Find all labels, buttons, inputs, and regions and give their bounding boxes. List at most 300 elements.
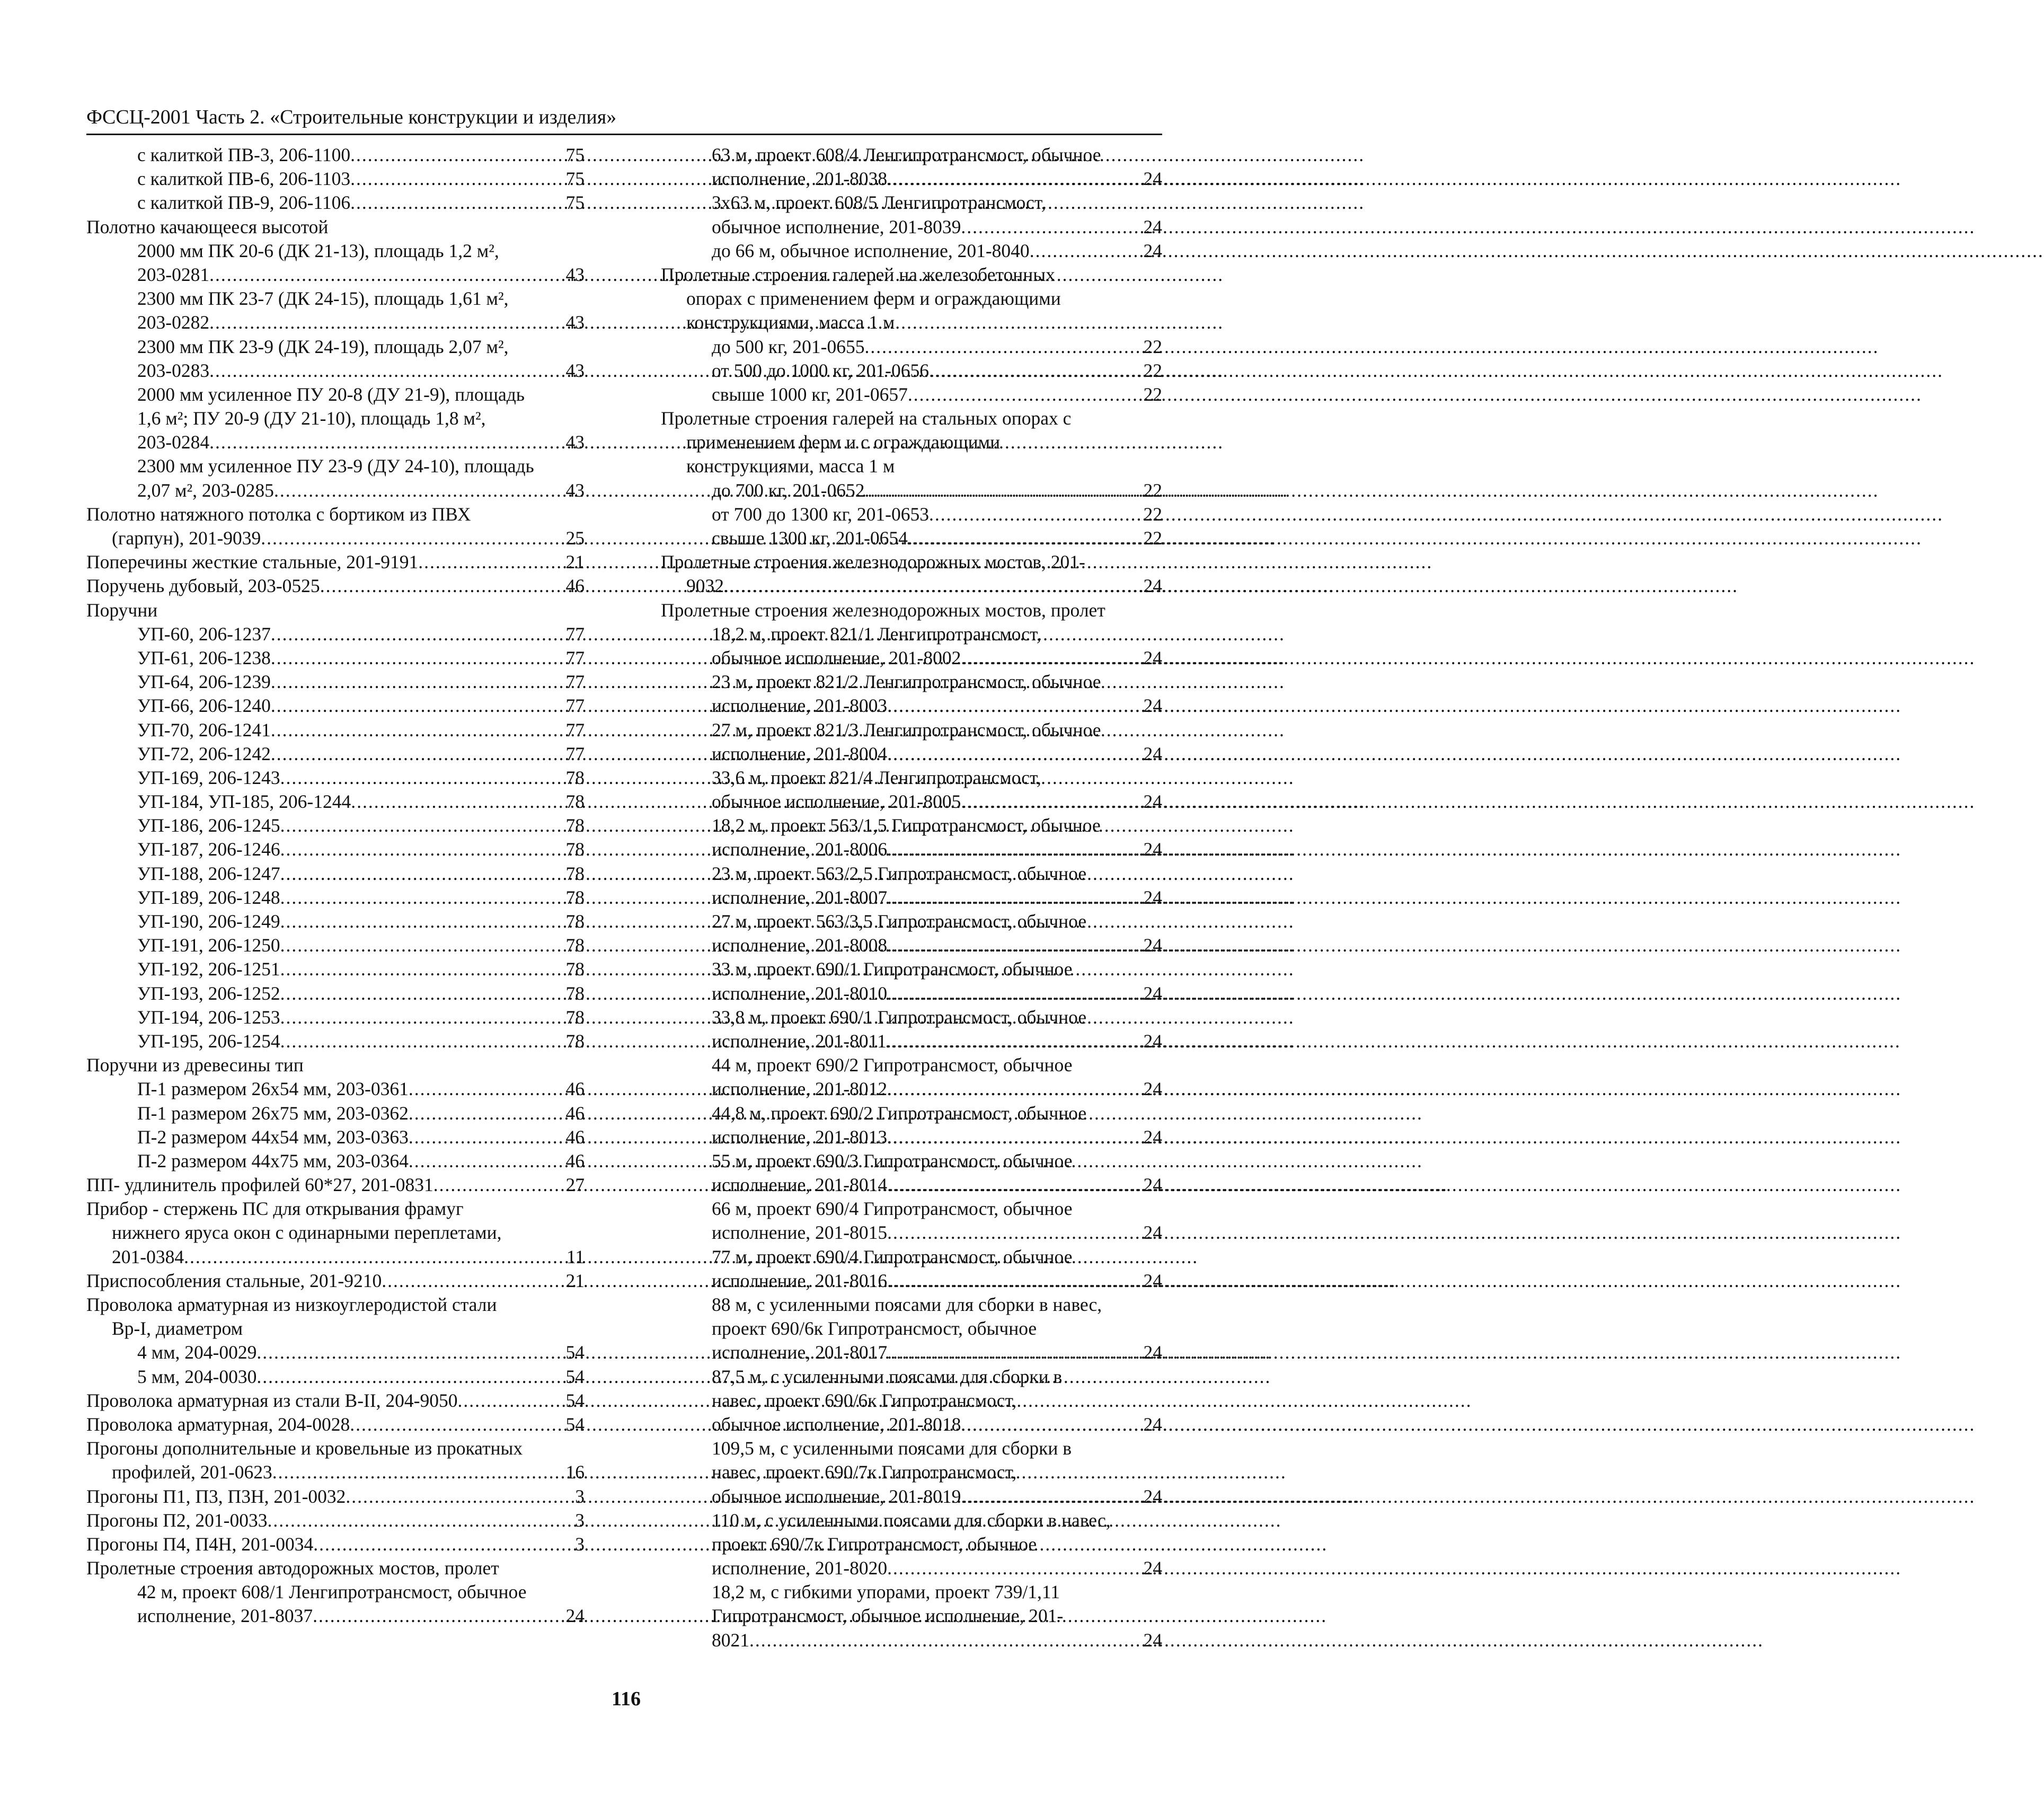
entry-text: 203-0284 [137,431,210,453]
entry-page-number: 11 [566,1246,585,1267]
dot-leader [887,1029,1143,1053]
entry-page-number: 16 [565,1461,585,1483]
entry-text: 88 м, с усиленными поясами для сборки в навес, [712,1294,1102,1315]
entry-text: П-1 размером 26х75 мм, 203-0362 [137,1102,409,1124]
dot-leader [458,1389,565,1413]
index-entry [661,1485,1162,1509]
dot-leader [313,1604,564,1628]
index-entry [86,1245,585,1269]
entry-text: исполнение, 201-8004 [712,743,888,764]
dot-leader [271,622,565,646]
index-entry [86,1460,585,1484]
entry-text: исполнение, 201-8008 [712,935,888,956]
entry-page-number: 24 [1143,168,1162,190]
index-entry [661,766,1162,790]
index-entry [661,1029,1162,1053]
entry-text: свыше 1000 кг, 201-0657 [712,383,908,405]
entry-page-number: 78 [565,886,585,908]
dot-leader [887,886,1142,910]
index-entry [86,1604,585,1628]
index-entry [661,1197,1162,1221]
index-entry [661,1341,1162,1364]
entry-text: Поручни из древесины тип [86,1054,304,1076]
index-entry [661,454,1162,478]
index-entry [86,1173,585,1197]
entry-page-number: 54 [565,1342,585,1363]
index-column-right [661,143,1162,1652]
index-entry [86,311,585,334]
entry-text: исполнение, 201-8006 [712,839,888,860]
index-entry [86,1365,585,1389]
dot-leader [350,1413,564,1437]
entry-text: 77 м, проект 690/4 Гипротрансмост, обычное [712,1246,1073,1267]
entry-page-number: 77 [565,647,585,668]
index-entry [86,454,585,478]
index-entry [661,1125,1162,1149]
dot-leader [350,143,564,167]
entry-text: Поперечины жесткие стальные, 201-9191 [86,551,419,573]
index-entry [86,670,585,694]
index-entry [86,1509,585,1532]
dot-leader [929,359,1143,383]
index-entry [661,982,1162,1006]
entry-text: УП-190, 206-1249 [137,911,280,932]
dot-leader [280,766,565,790]
dot-leader [887,1269,1142,1293]
dot-leader [887,1341,1142,1364]
index-entry [86,1125,585,1149]
dot-leader [961,1413,1142,1437]
entry-text: проект 690/7к Гипротрансмост, обычное [712,1533,1037,1555]
entry-page-number: 54 [565,1389,585,1411]
entry-page-number: 46 [565,1078,585,1100]
entry-page-number: 24 [1143,1342,1162,1363]
dot-leader [887,933,1142,957]
entry-page-number: 22 [1143,383,1162,405]
dot-leader [887,742,1142,766]
dot-leader [351,790,564,814]
entry-text: УП-193, 206-1252 [137,982,280,1004]
entry-text: конструкциями, масса 1 м [686,312,895,333]
dot-leader [887,1077,1142,1101]
index-entry [86,1102,585,1125]
entry-text: П-2 размером 44х75 мм, 203-0364 [137,1150,409,1171]
dot-leader [749,1628,1143,1652]
dot-leader [382,1269,564,1293]
entry-text: Прибор - стержень ПС для открывания фрамуг [86,1198,464,1220]
index-entry [86,1221,585,1245]
index-entry [661,550,1162,574]
entry-text: исполнение, 201-8037 [137,1605,313,1627]
dot-leader [271,718,565,742]
index-entry [86,574,585,598]
entry-page-number: 24 [1143,1126,1162,1148]
index-entry [86,1293,585,1317]
entry-text: навес, проект 690/7к Гипротрансмост, [712,1461,1017,1483]
entry-text: обычное исполнение, 201-8039 [712,216,961,237]
entry-text: навес, проект 690/6к Гипротрансмост, [712,1389,1017,1411]
index-entry [86,263,585,287]
entry-text: Проволока арматурная из низкоуглеродистой стали [86,1294,497,1315]
index-column-left [86,143,585,1628]
index-entry [661,167,1162,191]
entry-text: 2300 мм ПК 23-7 (ДК 24-15), площадь 1,61 м², [137,288,509,310]
entry-text: 109,5 м, с усиленными поясами для сборки в [712,1438,1072,1459]
index-entry [661,574,1162,598]
index-entry [86,1077,585,1101]
index-entry [86,383,585,407]
dot-leader [346,1485,574,1509]
index-entry [661,1317,1162,1341]
index-entry [661,1460,1162,1484]
index-entry [661,383,1162,407]
index-entry [661,287,1162,311]
entry-text: применением ферм и с ограждающими [686,431,1001,453]
index-entry [86,167,585,191]
entry-page-number: 75 [565,144,585,165]
index-entry [661,1532,1162,1556]
dot-leader [961,1485,1142,1509]
entry-text: УП-184, УП-185, 206-1244 [137,791,351,813]
entry-text: 66 м, проект 690/4 Гипротрансмост, обычное [712,1198,1073,1220]
entry-text: УП-70, 206-1241 [137,719,271,741]
dot-leader [887,982,1142,1006]
entry-page-number: 24 [1143,216,1162,237]
entry-page-number: 24 [1143,1030,1162,1052]
entry-text: УП-195, 206-1254 [137,1030,280,1052]
index-entry [86,1413,585,1437]
index-entry [661,526,1162,550]
index-entry [661,646,1162,670]
entry-text: конструкциями, масса 1 м [686,455,895,477]
index-entry [86,646,585,670]
dot-leader [929,503,1143,526]
entry-text: УП-169, 206-1243 [137,766,280,788]
index-entry [86,933,585,957]
entry-text: от 500 до 1000 кг, 201-0656 [712,359,929,381]
index-entry [86,1341,585,1364]
entry-text: Проволока арматурная из стали В-II, 204-9050 [86,1389,458,1411]
entry-text: УП-61, 206-1238 [137,647,271,668]
entry-page-number: 24 [1143,1078,1162,1100]
index-entry [661,143,1162,167]
entry-text: 27 м, проект 563/3,5 Гипротрансмост, обычное [712,911,1087,932]
dot-leader [184,1245,565,1269]
entry-text: исполнение, 201-8038 [712,168,888,190]
entry-text: П-1 размером 26х54 мм, 203-0361 [137,1078,409,1100]
dot-leader [280,982,565,1006]
index-entry [86,838,585,861]
index-entry [661,910,1162,933]
entry-page-number: 22 [1143,503,1162,525]
dot-leader [887,167,1142,191]
index-entry [86,479,585,503]
entry-text: Пролетные строения железнодорожных мостов, 201- [661,551,1085,573]
entry-text: исполнение, 201-8013 [712,1126,888,1148]
entry-page-number: 24 [1143,935,1162,956]
entry-text: Прогоны дополнительные и кровельные из прокатных [86,1438,523,1459]
index-entry [86,359,585,383]
entry-text: 2300 мм усиленное ПУ 23-9 (ДУ 24-10), площадь [137,455,534,477]
index-entry [661,191,1162,215]
entry-text: 44 м, проект 690/2 Гипротрансмост, обычное [712,1054,1073,1076]
index-entry [661,215,1162,239]
entry-text: УП-192, 206-1251 [137,958,280,980]
entry-page-number: 24 [1143,1413,1162,1435]
entry-page-number: 46 [565,575,585,597]
dot-leader [961,790,1142,814]
dot-leader [280,933,565,957]
dot-leader [1030,239,1143,263]
entry-page-number: 46 [565,1126,585,1148]
index-entry [661,430,1162,454]
index-entry [661,1006,1162,1029]
dot-leader [409,1102,565,1125]
dot-leader [313,1532,574,1556]
entry-page-number: 78 [565,1006,585,1028]
entry-text: 63 м, проект 608/4 Ленгипротрансмост, обычное [712,144,1101,165]
dot-leader [864,479,1142,503]
index-entry [661,886,1162,910]
entry-text: 23 м, проект 821/2 Ленгипротрансмост, обычное [712,671,1101,693]
entry-page-number: 77 [565,719,585,741]
index-entry [86,814,585,838]
dot-leader [418,550,564,574]
entry-page-number: 24 [1143,743,1162,764]
entry-page-number: 78 [565,791,585,813]
entry-page-number: 43 [565,359,585,381]
entry-text: обычное исполнение, 201-8019 [712,1485,961,1507]
dot-leader [280,910,565,933]
entry-page-number: 24 [1143,886,1162,908]
entry-text: 8021 [712,1629,749,1651]
index-entry [661,790,1162,814]
entry-text: 5 мм, 204-0030 [137,1365,257,1387]
index-entry [661,1053,1162,1077]
entry-text: проект 690/6к Гипротрансмост, обычное [712,1318,1037,1340]
index-entry [86,407,585,430]
entry-text: с калиткой ПВ-3, 206-1100 [137,144,351,165]
index-entry [661,1628,1162,1652]
dot-leader [209,359,564,383]
entry-text: 110 м, с усиленными поясами для сборки в навес, [712,1509,1111,1531]
running-header: ФССЦ-2001 Часть 2. «Строительные конструкции и изделия» [86,106,617,128]
dot-leader [961,215,1142,239]
index-entry [86,1556,585,1580]
dot-leader [409,1125,565,1149]
entry-text: профилей, 201-0623 [112,1461,272,1483]
dot-leader [409,1149,565,1173]
entry-text: 203-0281 [137,263,210,285]
entry-text: 27 м, проект 821/3 Ленгипротрансмост, обычное [712,719,1101,741]
entry-text: 203-0282 [137,312,210,333]
entry-page-number: 3 [575,1533,585,1555]
entry-page-number: 22 [1143,479,1162,501]
entry-text: 2,07 м², 203-0285 [137,479,274,501]
entry-text: обычное исполнение, 201-8005 [712,791,961,813]
entry-page-number: 24 [1143,791,1162,813]
entry-text: 42 м, проект 608/1 Ленгипротрансмост, обычное [137,1581,527,1603]
index-entry [86,718,585,742]
entry-text: 33,8 м, проект 690/1 Гипротрансмост, обычное [712,1006,1087,1028]
index-entry [661,694,1162,718]
entry-page-number: 24 [1143,1174,1162,1196]
dot-leader [908,526,1143,550]
entry-page-number: 25 [565,527,585,549]
entry-text: 203-0283 [137,359,210,381]
entry-text: 33 м, проект 690/1 Гипротрансмост, обычное [712,958,1073,980]
entry-text: с калиткой ПВ-9, 206-1106 [137,192,351,214]
entry-text: исполнение, 201-8011 [712,1030,887,1052]
index-entry [86,1389,585,1413]
index-entry [661,670,1162,694]
entry-text: 55 м, проект 690/3 Гипротрансмост, обычное [712,1150,1073,1171]
dot-leader [864,335,1142,359]
entry-page-number: 77 [565,695,585,717]
entry-page-number: 24 [1143,240,1162,261]
dot-leader [433,1173,565,1197]
dot-leader [271,742,565,766]
index-entry [86,1437,585,1460]
index-entry [661,1580,1162,1604]
index-entry [86,215,585,239]
entry-text: 2000 мм ПК 20-6 (ДК 21-13), площадь 1,2 м², [137,240,499,261]
index-entry [661,359,1162,383]
index-entry [86,1197,585,1221]
index-entry [661,1102,1162,1125]
entry-page-number: 54 [565,1413,585,1435]
index-entry [86,982,585,1006]
index-entry [661,933,1162,957]
dot-leader [887,694,1142,718]
entry-text: Проволока арматурная, 204-0028 [86,1413,350,1435]
index-entry [86,191,585,215]
index-entry [86,598,585,622]
entry-text: УП-189, 206-1248 [137,886,280,908]
entry-text: исполнение, 201-8014 [712,1174,888,1196]
entry-text: 18,2 м, проект 563/1,5 Гипротрансмост, обычное [712,815,1101,836]
entry-text: ПП- удлинитель профилей 60*27, 201-0831 [86,1174,433,1196]
dot-leader [350,191,564,215]
entry-text: исполнение, 201-8020 [712,1557,888,1579]
entry-text: 2000 мм усиленное ПУ 20-8 (ДУ 21-9), площадь [137,383,525,405]
index-entry [661,1269,1162,1293]
index-entry [661,957,1162,981]
entry-text: 9032 [686,575,724,597]
dot-leader [209,263,564,287]
index-entry [86,1317,585,1341]
dot-leader [280,814,565,838]
entry-page-number: 43 [565,312,585,333]
entry-text: 2300 мм ПК 23-9 (ДК 24-19), площадь 2,07 м², [137,336,509,357]
entry-text: 18,2 м, с гибкими упорами, проект 739/1,11 [712,1581,1060,1603]
dot-leader [271,670,565,694]
entry-text: опорах с применением ферм и ограждающими [686,288,1061,310]
entry-page-number: 21 [565,1270,585,1291]
entry-page-number: 24 [1143,982,1162,1004]
index-entry [661,622,1162,646]
entry-text: 201-0384 [112,1246,184,1267]
index-entry [86,430,585,454]
dot-leader [261,526,564,550]
index-entry [661,503,1162,526]
entry-page-number: 78 [565,766,585,788]
entry-page-number: 24 [1143,1270,1162,1291]
entry-page-number: 27 [565,1174,585,1196]
entry-text: (гарпун), 201-9039 [112,527,261,549]
entry-text: до 700 кг, 201-0652 [712,479,865,501]
entry-text: Пролетные строения железнодорожных мостов, пролет [661,599,1105,621]
entry-text: УП-194, 206-1253 [137,1006,280,1028]
entry-text: исполнение, 201-8010 [712,982,888,1004]
entry-text: Поручни [86,599,158,621]
index-entry [86,790,585,814]
entry-page-number: 43 [565,431,585,453]
entry-page-number: 78 [565,935,585,956]
entry-text: исполнение, 201-8016 [712,1270,888,1291]
entry-text: Поручень дубовый, 203-0525 [86,575,320,597]
entry-text: 1,6 м²; ПУ 20-9 (ДУ 21-10), площадь 1,8 м², [137,408,486,429]
entry-page-number: 3 [575,1509,585,1531]
entry-text: 44,8 м, проект 690/2 Гипротрансмост, обычное [712,1102,1087,1124]
index-entry [661,407,1162,430]
index-entry [86,694,585,718]
dot-leader [887,838,1142,861]
index-entry [86,1532,585,1556]
entry-page-number: 77 [565,671,585,693]
entry-text: Прогоны П1, П3, П3Н, 201-0032 [86,1485,346,1507]
entry-page-number: 24 [1143,1485,1162,1507]
dot-leader [887,1173,1142,1197]
entry-page-number: 24 [1143,1557,1162,1579]
index-entry [86,886,585,910]
entry-page-number: 43 [565,479,585,501]
entry-text: обычное исполнение, 201-8002 [712,647,961,668]
dot-leader [908,383,1143,407]
index-entry [86,1149,585,1173]
entry-page-number: 46 [565,1150,585,1171]
index-entry [86,503,585,526]
dot-leader [280,862,565,886]
index-entry [661,1604,1162,1628]
index-entry [86,143,585,167]
dot-leader [887,1221,1142,1245]
entry-text: Полотно качающееся высотой [86,216,329,237]
entry-page-number: 22 [1143,359,1162,381]
index-entry [661,742,1162,766]
entry-text: Пролетные строения галерей на стальных опорах с [661,408,1072,429]
index-entry [661,239,1162,263]
index-entry [661,1293,1162,1317]
index-entry [661,862,1162,886]
index-entry [661,1509,1162,1532]
index-entry [661,1413,1162,1437]
entry-text: от 700 до 1300 кг, 201-0653 [712,503,929,525]
entry-text: 18,2 м, проект 821/1 Ленгипротрансмост, [712,623,1041,645]
entry-page-number: 78 [565,958,585,980]
entry-text: 3х63 м, проект 608/5 Ленгипротрансмост, [712,192,1046,214]
entry-text: УП-187, 206-1246 [137,839,280,860]
index-entry [661,263,1162,287]
entry-page-number: 78 [565,911,585,932]
index-entry [86,526,585,550]
index-entry [86,550,585,574]
entry-text: с калиткой ПВ-6, 206-1103 [137,168,351,190]
entry-text: нижнего яруса окон с одинарными переплетами, [112,1222,502,1244]
entry-page-number: 24 [1143,647,1162,668]
dot-leader [274,479,565,503]
index-entry [661,1389,1162,1413]
